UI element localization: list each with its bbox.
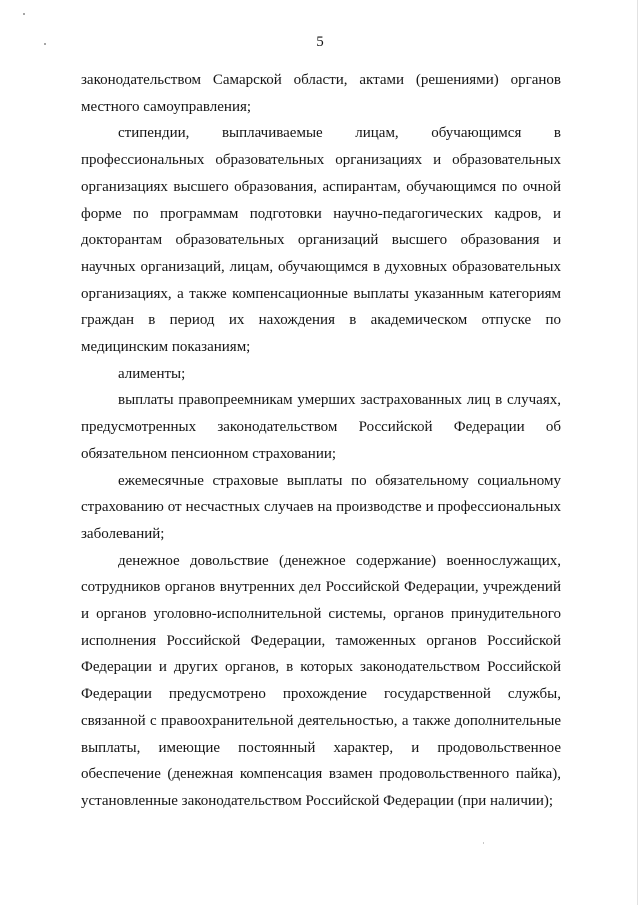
page-number: 5 xyxy=(316,34,324,50)
paragraph: алименты; xyxy=(118,365,186,382)
document-body xyxy=(81,67,561,815)
paragraph: стипендии, выплачиваемые лицам, обучающимся в профессиональных образовательных организациях и образовательных организациях высшего образования, аспирантам, обучающимся по очной форме по программам подготовки научно-педагогических кадров, и докторантам образовательных организаций высшего образования и научных организаций, лицам, обучающимся в духовных образовательных организациях, а также компенсационные выплаты указанным категориям граждан в период их нахождения в академическом отпуске по медицинским показаниям; xyxy=(81,125,561,356)
paragraph: денежное довольствие (денежное содержание) военнослужащих, сотрудников органов внутренних дел Российской Федерации, учреждений и органов уголовно-исполнительной системы, органов принудительного исполнения Российской Федерации, таможенных органов Российской Федерации и других органов, в которых законодательством Российской Федерации предусмотрено прохождение государственной службы, связанной с правоохранительной деятельностью, а также дополнительные выплаты, имеющие постоянный характер, и продовольственное обеспечение (денежная компенсация взамен продовольственного пайка), установленные законодательством Российской Федерации (при наличии); xyxy=(81,552,561,809)
scan-speck xyxy=(483,842,484,844)
paragraph: законодательством Самарской области, актами (решениями) органов местного самоуправления; xyxy=(81,72,561,115)
scan-speck xyxy=(23,13,25,15)
paragraph: ежемесячные страховые выплаты по обязательному социальному страхованию от несчастных случаев на производстве и профессиональных заболеваний; xyxy=(81,472,561,542)
paragraph: выплаты правопреемникам умерших застрахованных лиц в случаях, предусмотренных законодательством Российской Федерации об обязательном пенсионном страховании; xyxy=(81,392,561,462)
scan-edge xyxy=(637,0,638,905)
